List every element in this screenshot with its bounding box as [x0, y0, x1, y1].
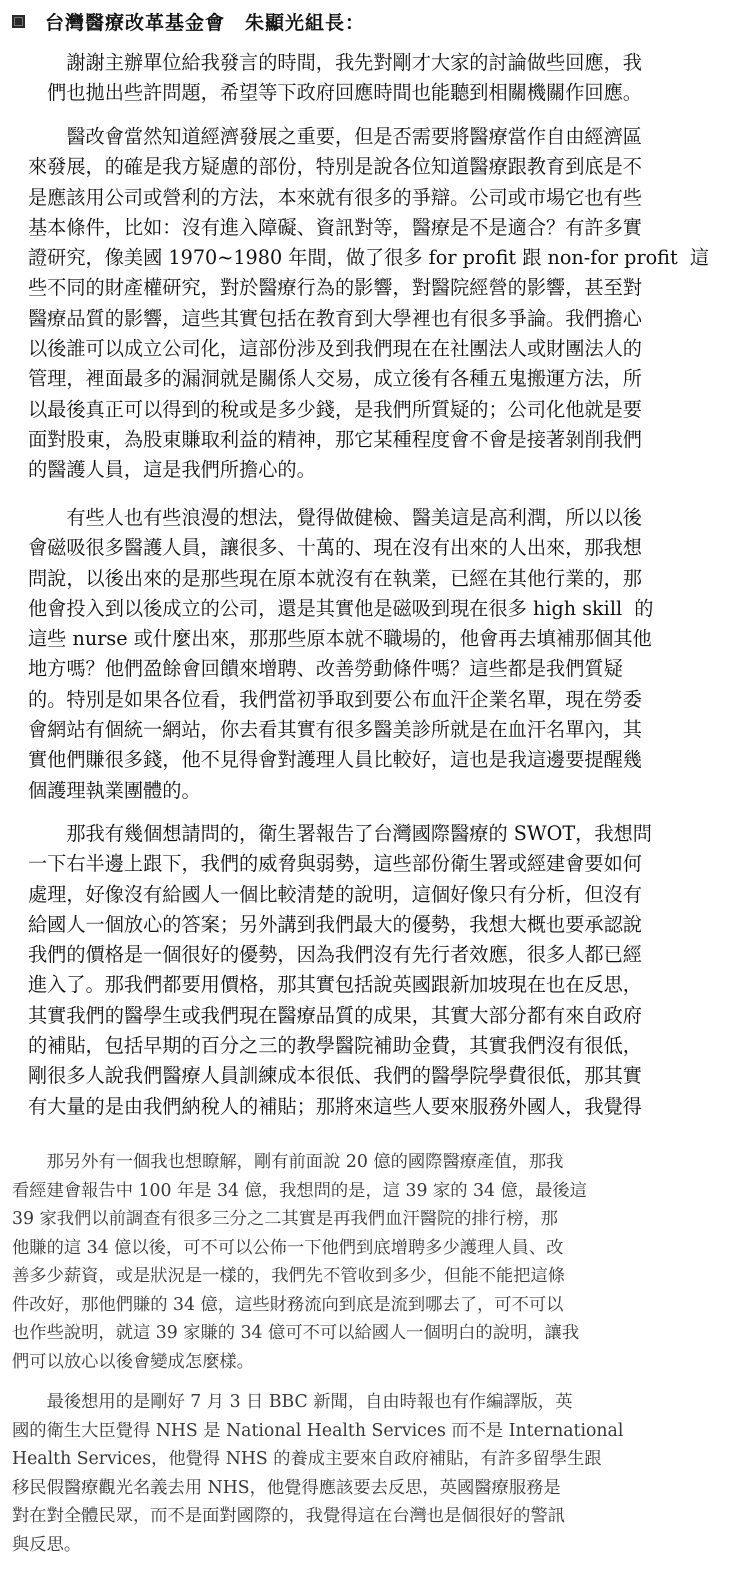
- square-bullet-icon: [12, 15, 25, 28]
- paragraph-economic-concerns: 醫改會當然知道經濟發展之重要，但是否需要將醫療當作自由經濟區 來發展，的確是我方疑慮的部份，特別是說各位知道醫療跟教育到底是不 是應該用公司或營利的方法，本來就有很多的爭辯。公司或市場它也有些 基本條件，比如：沒有進入障礙、資訊對等，醫療是不是適合？有許多實 證研究，像美國 1970~1980 年間，做了很多 for profit 跟 non-for profit 這 些不同的財產權研究，對於醫療行為的影響，對醫院經營的影響，甚至對 醫療品質的影響，這些其實包括在教育到大學裡也有很多爭論。我們擔心 以後誰可以成立公司化，這部份涉及到我們現在在社團法人或財團法人的 管理，裡面最多的漏洞就是關係人交易，成立後有各種五鬼搬運方法，所 以最後真正可以得到的稅或是多少錢，是我們所質疑的；公司化他就是要 面對股東，為股東賺取利益的精神，那它某種程度會不會是接著剝削我們 的醫護人員，這是我們所擔心的。: [28, 125, 710, 482]
- speaker-title: 台灣醫療改革基金會 朱顯光組長：: [45, 11, 366, 34]
- paragraph-nhs-reflection: 最後想用的是剛好 7 月 3 日 BBC 新聞，自由時報也有作編譯版，英 國的衛生大臣覺得 NHS 是 National Health Services 而不是 International Health Services，他覺得 NHS 的養成主要來自政府補貼，有許多留學生跟 移民假醫療觀光名義去用 NHS，他覺得應該要去反思，英國醫療服務是 對在對全體民眾，而不是面對國際的，我覺得這在台灣也是個很好的警訊 與反思。: [12, 1392, 624, 1555]
- paragraph-swot-questions: 那我有幾個想請問的，衛生署報告了台灣國際醫療的 SWOT，我想問 一下右半邊上跟下，我們的威脅與弱勢，這些部份衛生署或經建會要如何 處理，好像沒有給國人一個比較清楚的說明，這個好像只有分析，但沒有 給國人一個放心的答案；另外講到我們最大的優勢，我想大概也要承認說 我們的價格是一個很好的優勢，因為我們沒有先行者效應，很多人都已經 進入了。那我們都要用價格，那其實包括說英國跟新加坡現在也在反思， 其實我們的醫學生或我們現在醫療品質的成果，其實大部分都有來自政府 的補貼，包括早期的百分之三的教學醫院補助金費，其實我們沒有很低， 剛很多人說我們醫療人員訓練成本很低、我們的醫學院學費很低，那其實 有大量的是由我們納稅人的補貼；那將來這些人要來服務外國人，我覺得: [28, 822, 652, 1118]
- speaker-header: [12, 8, 365, 34]
- paragraph-workforce-concerns: 有些人也有些浪漫的想法，覺得做健檢、醫美這是高利潤，所以以後 會磁吸很多醫護人員，讓很多、十萬的、現在沒有出來的人出來，那我想 問說，以後出來的是那些現在原本就沒有在執業，已經在其他行業的，那 他會投入到以後成立的公司，還是其實他是磁吸到現在很多 high skill 的 這些 nurse 或什麼出來，那那些原本就不職場的，他會再去填補那個其他 地方嗎？他們盈餘會回饋來增聘、改善勞動條件嗎？這些都是我們質疑 的。特別是如果各位看，我們當初爭取到要公布血汗企業名單，現在勞委 會網站有個統一網站，你去看其實有很多醫美診所就是在血汗名單內，其 實他們賺很多錢，他不見得會對護理人員比較好，這也是我這邊要提醒幾 個護理執業團體的。: [28, 506, 654, 802]
- paragraph-revenue-questions: 那另外有一個我也想瞭解，剛有前面說 20 億的國際醫療產值，那我 看經建會報告中 100 年是 34 億，我想問的是，這 39 家的 34 億，最後這 39 家我們以前調查有很多三分之二其實是再我們血汗醫院的排行榜，那 他賺的這 34 億以後，可不可以公佈一下他們到底增聘多少護理人員、改 善多少薪資，或是狀況是一樣的，我們先不管收到多少，但能不能把這條 件改好，那他們賺的 34 億，這些財務流向到底是流到哪去了，可不可以 也作些說明，就這 39 家賺的 34 億可不可以給國人一個明白的說明，讓我 們可以放心以後會變成怎麼樣。: [12, 1152, 587, 1372]
- paragraph-response-intro: 謝謝主辦單位給我發言的時間，我先對剛才大家的討論做些回應，我 們也拋出些許問題，希望等下政府回應時間也能聽到相關機關作回應。: [47, 51, 642, 105]
